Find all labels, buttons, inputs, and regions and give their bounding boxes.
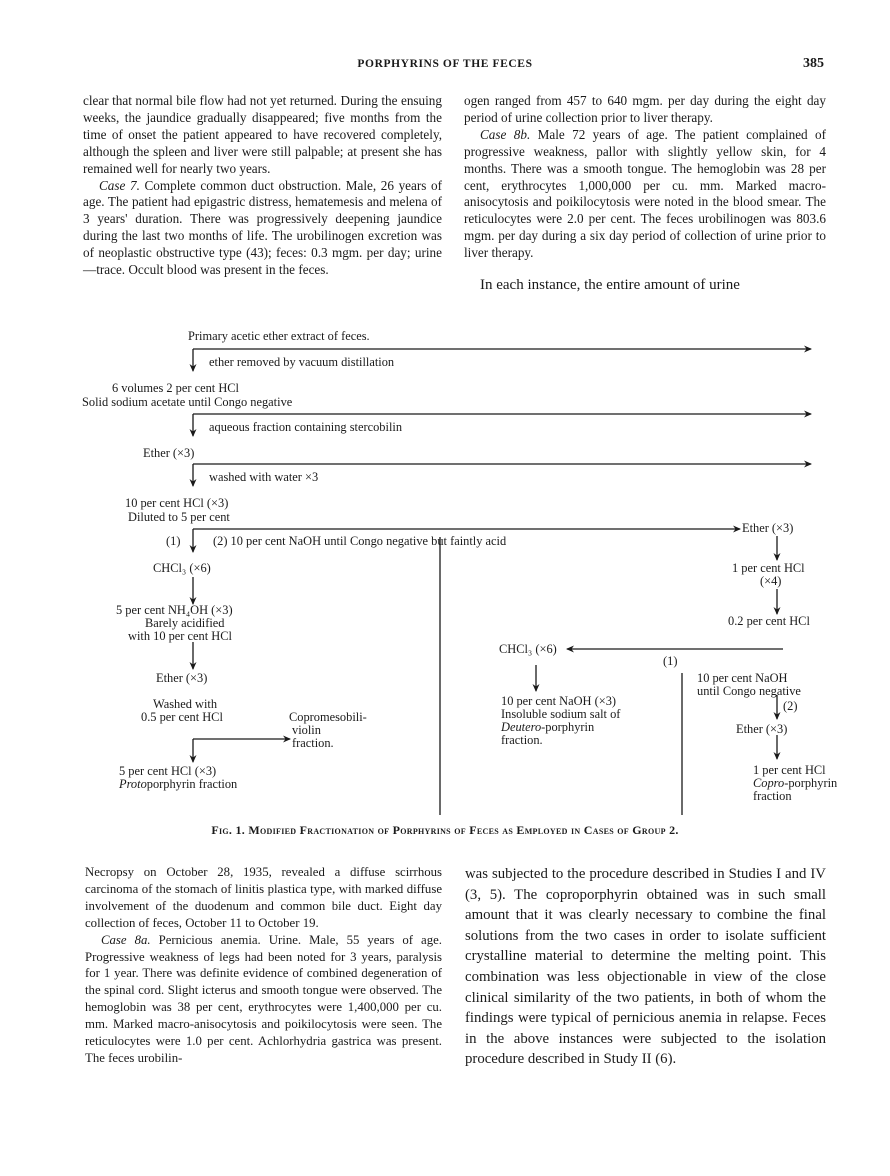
node-hcl1-right: 1 per cent HCl bbox=[732, 561, 805, 575]
node-hcl10: 10 per cent HCl (×3) bbox=[125, 496, 229, 510]
paragraph: Necropsy on October 28, 1935, revealed a diffuse scirrhous carcinoma of the stomach of linitis plastica type, with marked diffuse involvement of the duodenum and common bile duct. Eight day collection of feces, October 11 to October 19. bbox=[85, 865, 442, 930]
case-8a-paragraph bbox=[85, 932, 442, 1067]
edge-label-washed-water: washed with water ×3 bbox=[209, 470, 319, 484]
node-hcl1-final: 1 per cent HCl bbox=[753, 763, 826, 777]
node-diluted: Diluted to 5 per cent bbox=[128, 510, 230, 524]
bottom-right-column bbox=[465, 864, 826, 1070]
node-protoporphyrin bbox=[119, 778, 237, 791]
node-chcl3-mid: CHCl₃ (×6) bbox=[499, 642, 557, 656]
node-primary-extract: Primary acetic ether extract of feces. bbox=[188, 329, 370, 343]
proto-rest: porphyrin fraction bbox=[146, 777, 238, 791]
paragraph: was subjected to the procedure described in Studies I and IV (3, 5). The coproporphyrin obtained was in such small amount that it was clearly necessary to combine the final solutions from the two cases in order to isolate sufficient crystalline material to determine the melting point. This combination was less objectionable in view of the close clinical similarity of the two patients, in both of whom the findings were typical of pernicious anemia in relapse. Feces in the above instances were subjected to the isolation procedure described in Study II (6). bbox=[465, 866, 826, 1068]
node-ether-1: Ether (×3) bbox=[143, 446, 195, 460]
copro-italic: Copro bbox=[753, 776, 785, 790]
proto-italic: Proto bbox=[119, 777, 147, 791]
case-7-paragraph bbox=[83, 178, 442, 279]
top-left-column bbox=[83, 93, 442, 279]
node-barely-acidified: Barely acidified bbox=[145, 616, 225, 630]
deutero-rest: -porphyrin bbox=[541, 720, 595, 734]
deutero-italic: Deutero bbox=[501, 720, 542, 734]
edge-label-branch-2: (2) 10 per cent NaOH until Congo negative but faintly acid bbox=[213, 534, 507, 548]
top-right-column bbox=[464, 93, 826, 294]
paragraph: In each instance, the entire amount of urine bbox=[480, 277, 740, 294]
node-nh4oh: 5 per cent NH₄OH (×3) bbox=[116, 603, 233, 617]
case-text: Male 72 years of age. The patient complained of progressive weakness, pallor with slightly yellow skin, for 4 months. There was a smooth tongue. The hemoglobin was 28 per cent, erythrocytes 1,000,000 per cu. mm. Marked macro-anisocytosis and poikilocytosis were noted in the blood smear. The reticulocytes were 2.0 per cent. The feces urobilinogen was 803.6 mgm. per day during a six day period of collection of urine prior to liver therapy. bbox=[464, 126, 826, 261]
node-deutero-fraction: fraction. bbox=[501, 733, 543, 747]
edge-label-vacuum: ether removed by vacuum distillation bbox=[209, 355, 395, 369]
case-label: Case 8a. bbox=[101, 932, 151, 947]
paragraph: ogen ranged from 457 to 640 mgm. per day during the eight day period of urine collection prior to liver therapy. bbox=[464, 93, 826, 125]
node-x4: (×4) bbox=[760, 574, 782, 588]
case-text: Pernicious anemia. Urine. Male, 55 years of age. Progressive weakness of legs had been noted for 3 years, paralysis for 1 year. There was definite evidence of combined degeneration of the spinal cord. Slight icterus and smooth tongue were observed. The hemoglobin was 38 per cent, erythrocytes were 1,400,000 per cu. mm. Marked macro-anisocytosis and poikilocytosis were seen. The reticulocytes were 1.0 per cent. Achlorhydria gastrica was present. The feces urobilin- bbox=[85, 932, 442, 1065]
node-insoluble: Insoluble sodium salt of bbox=[501, 707, 621, 721]
copro-rest: -porphyrin bbox=[784, 776, 838, 790]
node-naoh-mid: 10 per cent NaOH (×3) bbox=[501, 694, 617, 708]
node-copromesobili-1: Copromesobili- bbox=[289, 710, 367, 724]
bottom-left-column bbox=[85, 864, 442, 1067]
edge-label-mid-1: (1) bbox=[663, 654, 678, 668]
edge-label-aqueous: aqueous fraction containing stercobilin bbox=[209, 420, 403, 434]
edge-label-branch-1: (1) bbox=[166, 534, 181, 548]
figure-caption: Fig. 1. Modified Fractionation of Porphyrins of Feces as Employed in Cases of Group 2. bbox=[211, 823, 679, 837]
node-copromesobili-2: violin bbox=[292, 723, 321, 737]
node-with-10-hcl: with 10 per cent HCl bbox=[128, 629, 232, 643]
case-label: Case 7. bbox=[99, 177, 140, 193]
node-naoh-right-1: 10 per cent NaOH bbox=[697, 671, 788, 685]
node-sodium-acetate: Solid sodium acetate until Congo negative bbox=[82, 395, 293, 409]
node-washed-with: Washed with bbox=[153, 697, 218, 711]
node-naoh-right-2: until Congo negative bbox=[697, 684, 801, 698]
case-8b-paragraph bbox=[464, 127, 826, 262]
node-hcl-6vol: 6 volumes 2 per cent HCl bbox=[112, 381, 239, 395]
node-copro-fraction: fraction bbox=[753, 789, 792, 803]
node-ether-2: Ether (×3) bbox=[156, 671, 208, 685]
paragraph: clear that normal bile flow had not yet returned. During the ensuing weeks, the jaundice gradually disappeared; five months from the time of onset the patient appeared to have recovered completely, although the spleen and liver were still palpable; at present she has remained well for nearly two years. bbox=[83, 93, 442, 176]
node-hcl5: 5 per cent HCl (×3) bbox=[119, 764, 217, 778]
node-hcl05: 0.5 per cent HCl bbox=[141, 710, 223, 724]
running-title: PORPHYRINS OF THE FECES bbox=[357, 58, 533, 70]
case-label: Case 8b. bbox=[480, 126, 531, 142]
node-ether-3: Ether (×3) bbox=[736, 722, 788, 736]
node-chcl3-left: CHCl₃ (×6) bbox=[153, 561, 211, 575]
edge-label-right-2: (2) bbox=[783, 699, 798, 713]
node-ether-right: Ether (×3) bbox=[742, 521, 794, 535]
node-hcl02: 0.2 per cent HCl bbox=[728, 614, 810, 628]
case-text: Complete common duct obstruction. Male, 26 years of age. The patient had epigastric distress, hematemesis and melena of 3 years' duration. There was progressively deepening jaundice during the last two months of life. The urobilinogen excretion was of neoplastic obstructive type (43); feces: 0.3 mgm. per day; urine—trace. Occult blood was present in the feces. bbox=[83, 177, 443, 278]
node-copromesobili-3: fraction. bbox=[292, 736, 334, 750]
fractionation-flow-diagram bbox=[0, 325, 890, 825]
page-number: 385 bbox=[803, 56, 824, 71]
